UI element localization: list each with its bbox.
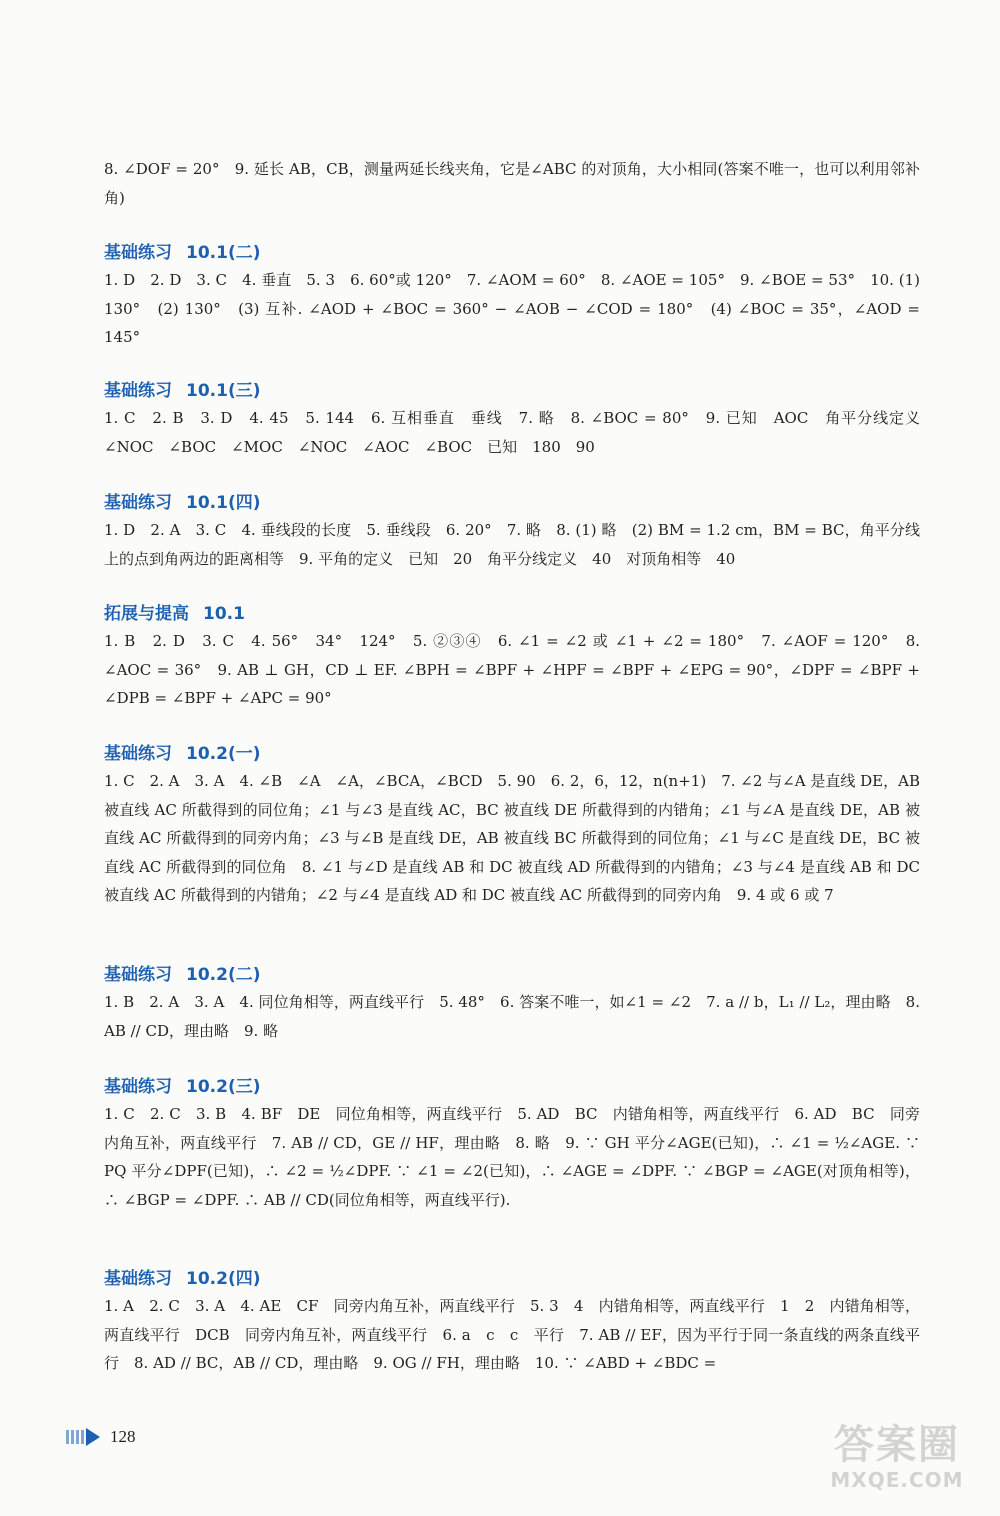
answer-text: 1. B 2. A 3. A 4. 同位角相等，两直线平行 5. 48° 6. 答案不唯一，如∠1 = ∠2 7. a // b，L₁ // L₂，理由略 8. AB // CD，理由略 9. 略 [104, 993, 920, 1040]
watermark-logo [812, 1422, 982, 1496]
heading-label: 基础练习 [104, 1269, 172, 1289]
section-s5 [104, 741, 920, 910]
answer-text: 1. D 2. A 3. C 4. 垂线段的长度 5. 垂线段 6. 20° 7. 略 8. (1) 略 (2) BM = 1.2 cm，BM = BC，角平分线上的点到角两边的距离相等 9. 平角的定义 已知 20 角平分线定义 40 对顶角相等 40 [104, 521, 920, 568]
answer-text: 8. ∠DOF = 20° 9. 延长 AB，CB，测量两延长线夹角，它是∠ABC 的对顶角，大小相同(答案不唯一，也可以利用邻补角) [104, 160, 920, 207]
section-s0 [104, 155, 920, 212]
heading-label: 基础练习 [104, 381, 172, 401]
section-heading [104, 741, 920, 767]
heading-number: 10.2(三) [186, 1077, 261, 1097]
heading-number: 10.1(二) [186, 243, 261, 263]
heading-number: 10.1(三) [186, 381, 261, 401]
heading-label: 基础练习 [104, 744, 172, 764]
section-heading [104, 240, 920, 266]
section-heading [104, 378, 920, 404]
section-s2 [104, 378, 936, 461]
watermark-title: 答案圈 [834, 1422, 960, 1468]
answer-text: 1. A 2. C 3. A 4. AE CF 同旁内角互补，两直线平行 5. 3 4 内错角相等，两直线平行 1 2 内错角相等，两直线平行 DCB 同旁内角互补，两直线平行 6. a c c 平行 7. AB // EF，因为平行于同一条直线的两条直线平行 8. AD // BC，AB // CD，理由略 9. OG // FH，理由略 10. ∵ ∠ABD + ∠BDC = [104, 1297, 920, 1372]
page-number: 128 [110, 1427, 136, 1446]
heading-number: 10.1 [203, 604, 245, 624]
answer-text: 1. C 2. C 3. B 4. BF DE 同位角相等，两直线平行 5. AD BC 内错角相等，两直线平行 6. AD BC 同旁内角互补，两直线平行 7. AB // CD，GE // HF，理由略 8. 略 9. ∵ GH 平分∠AGE(已知)，∴ ∠1 = ½∠AGE. ∵ PQ 平分∠DPF(已知)，∴ ∠2 = ½∠DPF. ∵ ∠1 = ∠2(已知)，∴ ∠AGE = ∠DPF. ∵ ∠BGP = ∠AGE(对顶角相等)，∴ ∠BGP = ∠DPF. ∴ AB // CD(同位角相等，两直线平行). [104, 1105, 920, 1209]
section-s6 [104, 962, 920, 1045]
watermark-url: MXQE.COM [830, 1468, 964, 1492]
section-heading [104, 601, 920, 627]
answer-text: 1. C 2. B 3. D 4. 45 5. 144 6. 互相垂直 垂线 7. 略 8. ∠BOC = 80° 9. 已知 AOC 角平分线定义 ∠NOC ∠BOC ∠MOC ∠NOC ∠AOC ∠BOC 已知 180 90 [104, 409, 936, 456]
answer-text: 1. C 2. A 3. A 4. ∠B ∠A ∠A，∠BCA，∠BCD 5. 90 6. 2，6，12，n(n+1) 7. ∠2 与∠A 是直线 DE，AB 被直线 AC 所截得到的同位角；∠1 与∠3 是直线 AC，BC 被直线 DE 所截得到的内错角；∠1 与∠A 是直线 DE，AB 被直线 AC 所截得到的同旁内角；∠3 与∠B 是直线 DE，AB 被直线 BC 所截得到的同位角；∠1 与∠C 是直线 DE，BC 被直线 AC 所截得到的同位角 8. ∠1 与∠D 是直线 AB 和 DC 被直线 AD 所截得到的内错角；∠3 与∠4 是直线 AB 和 DC 被直线 AC 所截得到的内错角；∠2 与∠4 是直线 AD 和 DC 被直线 AC 所截得到的同旁内角 9. 4 或 6 或 7 [104, 772, 920, 904]
section-heading [104, 962, 920, 988]
decorative-bars-icon [66, 1430, 84, 1444]
heading-label: 基础练习 [104, 1077, 172, 1097]
section-s8 [104, 1266, 920, 1378]
section-s7 [104, 1074, 920, 1214]
heading-number: 10.2(一) [186, 744, 261, 764]
heading-label: 基础练习 [104, 965, 172, 985]
section-s1 [104, 240, 920, 352]
heading-number: 10.1(四) [186, 493, 261, 513]
section-heading [104, 490, 920, 516]
section-heading [104, 1266, 920, 1292]
section-s3 [104, 490, 920, 573]
answer-text: 1. B 2. D 3. C 4. 56° 34° 124° 5. ②③④ 6. ∠1 = ∠2 或 ∠1 + ∠2 = 180° 7. ∠AOF = 120° 8. ∠AOC = 36° 9. AB ⊥ GH，CD ⊥ EF. ∠BPH = ∠BPF + ∠HPF = ∠BPF + ∠EPG = 90°，∠DPF = ∠BPF + ∠DPB = ∠BPF + ∠APC = 90° [104, 632, 920, 707]
heading-label: 基础练习 [104, 493, 172, 513]
heading-number: 10.2(四) [186, 1269, 261, 1289]
heading-label: 基础练习 [104, 243, 172, 263]
section-s4 [104, 601, 920, 713]
page-number-block [66, 1424, 136, 1450]
heading-number: 10.2(二) [186, 965, 261, 985]
heading-label: 拓展与提高 [104, 604, 189, 624]
answer-text: 1. D 2. D 3. C 4. 垂直 5. 3 6. 60°或 120° 7. ∠AOM = 60° 8. ∠AOE = 105° 9. ∠BOE = 53° 10. (1) 130° (2) 130° (3) 互补. ∠AOD + ∠BOC = 360° − ∠AOB − ∠COD = 180° (4) ∠BOC = 35°，∠AOD = 145° [104, 271, 920, 346]
arrow-right-icon [86, 1428, 100, 1446]
section-heading [104, 1074, 920, 1100]
